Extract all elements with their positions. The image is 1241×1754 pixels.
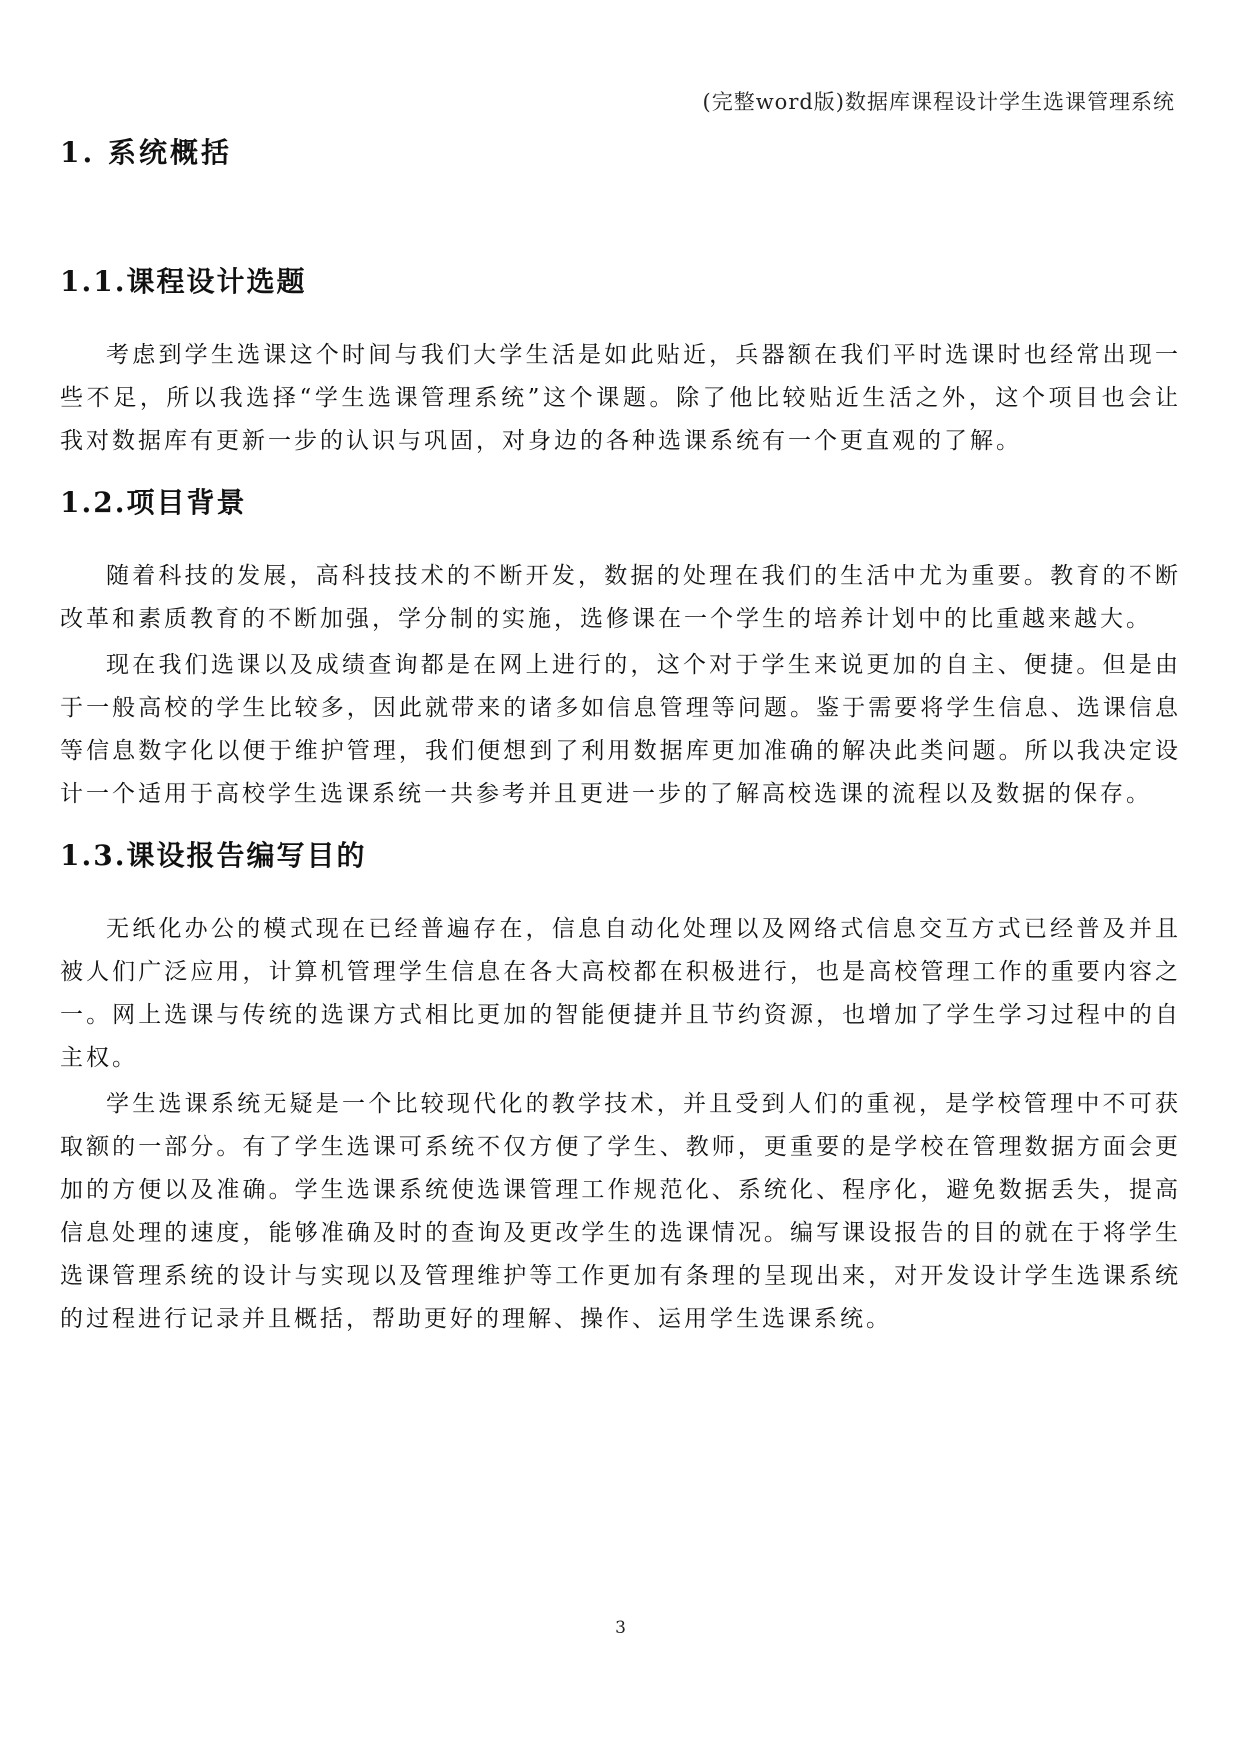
document-body (60, 128, 1181, 1344)
page-number: 3 (615, 1618, 626, 1638)
subsection-background (60, 481, 1181, 816)
subsection-title-background: 1.2.项目背景 (60, 486, 247, 519)
paragraph: 现在我们选课以及成绩查询都是在网上进行的，这个对于学生来说更加的自主、便捷。但是由于一般高校的学生比较多，因此就带来的诸多如信息管理等问题。鉴于需要将学生信息、选课信息等信息数字化以便于维护管理，我们便想到了利用数据库更加准确的解决此类问题。所以我决定设计一个适用于高校学生选课系统一共参考并且更进一步的了解高校选课的流程以及数据的保存。 (60, 652, 1181, 807)
subsection-topic (60, 260, 1181, 463)
paragraph: 考虑到学生选课这个时间与我们大学生活是如此贴近，兵器额在我们平时选课时也经常出现一些不足，所以我选择“学生选课管理系统”这个课题。除了他比较贴近生活之外，这个项目也会让我对数据库有更新一步的认识与巩固，对身边的各种选课系统有一个更直观的了解。 (60, 342, 1181, 454)
paragraph: 学生选课系统无疑是一个比较现代化的教学技术，并且受到人们的重视，是学校管理中不可获取额的一部分。有了学生选课可系统不仅方便了学生、教师，更重要的是学校在管理数据方面会更加的方便以及准确。学生选课系统使选课管理工作规范化、系统化、程序化，避免数据丢失，提高信息处理的速度，能够准确及时的查询及更改学生的选课情况。编写课设报告的目的就在于将学生选课管理系统的设计与实现以及管理维护等工作更加有条理的呈现出来，对开发设计学生选课系统的过程进行记录并且概括，帮助更好的理解、操作、运用学生选课系统。 (60, 1091, 1181, 1332)
subsection-title-topic: 1.1.课程设计选题 (60, 265, 307, 298)
paragraph: 随着科技的发展，高科技技术的不断开发，数据的处理在我们的生活中尤为重要。教育的不断改革和素质教育的不断加强，学分制的实施，选修课在一个学生的培养计划中的比重越来越大。 (60, 563, 1181, 632)
paragraph: 无纸化办公的模式现在已经普遍存在，信息自动化处理以及网络式信息交互方式已经普及并且被人们广泛应用，计算机管理学生信息在各大高校都在积极进行，也是高校管理工作的重要内容之一。网上选课与传统的选课方式相比更加的智能便捷并且节约资源，也增加了学生学习过程中的自主权。 (60, 916, 1181, 1071)
page-header: (完整word版)数据库课程设计学生选课管理系统 (702, 90, 1175, 114)
subsection-purpose (60, 834, 1181, 1341)
subsection-title-purpose: 1.3.课设报告编写目的 (60, 839, 367, 872)
section-title: 1. 系统概括 (60, 136, 232, 169)
